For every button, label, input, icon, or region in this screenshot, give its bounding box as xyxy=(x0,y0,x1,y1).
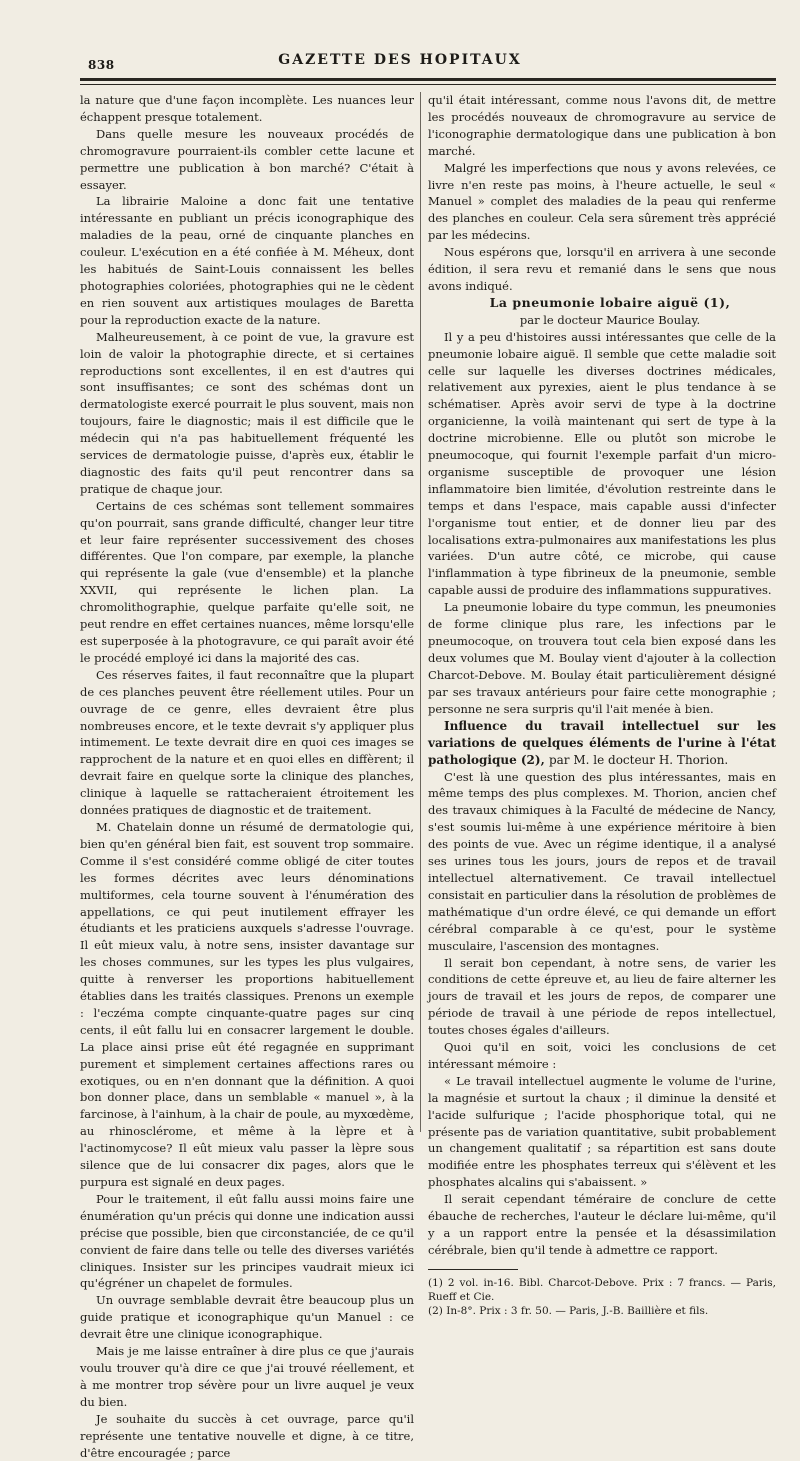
paragraph: Il serait cependant téméraire de conclure de cette ébauche de recherches, l'auteur le déclare lui-même, qu'il y a un rapport entre la pensée et la désassimilation cérébrale, bien qu'il tende à admettre ce rapport. xyxy=(428,1192,776,1257)
left-column xyxy=(80,92,414,1461)
section-byline: par le docteur Maurice Boulay. xyxy=(519,312,701,327)
section-title-text: Influence du travail intellectuel sur les variations de quelques éléments de l'urine à l'état pathologique (2), xyxy=(428,718,776,767)
paragraph: M. Chatelain donne un résumé de dermatologie qui, bien qu'en général bien fait, est souvent trop sommaire. Comme il s'est considéré comme obligé de citer toutes les formes décrites avec leurs dénominations multiformes, cela tourne souvent à l'énumération des appellations, ce qui peut inutilement effrayer les étudiants et les praticiens auxquels s'adresse l'ouvrage. Il eût mieux valu, à notre sens, insister davantage sur les choses communes, sur les types les plus vulgaires, quitte à renverser les proportions habituellement établies dans les traités classiques. Prenons un exemple : l'eczéma compte cinquante-quatre pages sur cinq cents, il eût fallu lui en consacrer largement le double. La place ainsi prise eût été regagnée en supprimant purement et simplement certaines affections rares ou exotiques, ou en n'en donnant que la définition. A quoi bon donner place, dans un semblable « manuel », à la farcinose, à l'ainhum, à la chair de poule, au myxœdème, au rhinosclérome, et même à la lèpre et à l'actinomycose? Il eût mieux valu passer la lèpre sous silence que de lui consacrer dix pages, alors que le purpura est signalé en deux pages. xyxy=(80,819,414,1189)
paragraph: Dans quelle mesure les nouveaux procédés de chromogravure pourraient-ils combler cette lacune et permettre une publication à bon marché? C'était à essayer. xyxy=(80,126,414,192)
paragraph: « Le travail intellectuel augmente le volume de l'urine, la magnésie et surtout la chaux ; il diminue la densité et l'acide sulfurique ; l'acide phosphorique total, qui ne présente pas de variation quantitative, subit probablement un changement qualitatif ; sa répartition est sans doute modifiée entre les phosphates terreux qui s'élèvent et les phosphates alcalins qui s'abaissent. » xyxy=(428,1073,776,1190)
paragraph: Malheureusement, à ce point de vue, la gravure est loin de valoir la photographie directe, et si certaines reproductions sont excellentes, il en est d'autres qui sont insuffisantes; ce sont des schémas dont un dermatologiste exercé pourrait le plus souvent, mais non toujours, faire le diagnostic; mais il est difficile que le médecin qui n'a pas habituellement fréquenté les services de dermatologie puisse, d'après eux, établir le diagnostic des faits qu'il peut rencontrer dans sa pratique de chaque jour. xyxy=(80,329,414,496)
right-column xyxy=(428,92,776,1318)
paragraph: Quoi qu'il en soit, voici les conclusions de cet intéressant mémoire : xyxy=(428,1040,776,1071)
page-number: 838 xyxy=(88,58,115,72)
paragraph: Malgré les imperfections que nous y avons relevées, ce livre n'en reste pas moins, à l'heure actuelle, le seul « Manuel » complet des maladies de la peau qui renferme des planches en couleur. Cela sera sûrement très apprécié par les médecins. xyxy=(428,160,776,243)
paragraph: Nous espérons que, lorsqu'il en arrivera à une seconde édition, il sera revu et remanié dans le sens que nous avons indiqué. xyxy=(428,245,776,293)
paragraph: la nature que d'une façon incomplète. Les nuances leur échappent presque totalement. xyxy=(80,93,414,124)
section-title: La pneumonie lobaire aiguë (1), xyxy=(489,294,731,310)
paragraph: Je souhaite du succès à cet ouvrage, parce qu'il représente une tentative nouvelle et digne, à ce titre, d'être encouragée ; parce xyxy=(80,1411,414,1460)
paragraph: qu'il était intéressant, comme nous l'avons dit, de mettre les procédés nouveaux de chromogravure au service de l'iconographie dermatologique dans une publication à bon marché. xyxy=(428,93,776,158)
footnote: (2) In-8°. Prix : 3 fr. 50. — Paris, J.-B. Baillière et fils. xyxy=(428,1304,709,1317)
paragraph: Il y a peu d'histoires aussi intéressantes que celle de la pneumonie lobaire aiguë. Il semble que cette maladie soit celle sur laquelle les diverses doctrines médicales, relativement aux pyrexies, aient le plus tendance à se schématiser. Après avoir servi de type à la doctrine organicienne, la voilà maintenant qui sert de type à la doctrine microbienne. Elle ou plutôt son microbe le pneumocoque, qui fournit l'exemple parfait d'un micro-organisme susceptible de provoquer une lésion inflammatoire bien limitée, d'évolution restreinte dans le temps et dans l'espace, mais capable aussi d'infecter l'organisme tout entier, et de donner lieu par des localisations extra-pulmonaires aux manifestations les plus variées. D'un autre côté, ce microbe, qui cause l'inflammation à type fibrineux de la pneumonie, semble capable aussi de produire des inflammations suppuratives. xyxy=(428,329,776,598)
header-rule-thin xyxy=(80,84,776,85)
section-title xyxy=(428,718,776,769)
running-head: GAZETTE DES HOPITAUX xyxy=(278,52,522,68)
paragraph: La librairie Maloine a donc fait une tentative intéressante en publiant un précis iconographique des maladies de la peau, orné de cinquante planches en couleur. L'exécution en a été confiée à M. Méheux, dont les habitués de Saint-Louis connaissent les belles photographies coloriées, photographies qui ne le cèdent en rien souvent aux artistiques moulages de Baretta pour la reproduction exacte de la nature. xyxy=(80,194,414,327)
paragraph: Un ouvrage semblable devrait être beaucoup plus un guide pratique et iconographique qu'un Manuel : ce devrait être une clinique iconographique. xyxy=(80,1293,414,1342)
paragraph: Ces réserves faites, il faut reconnaître que la plupart de ces planches peuvent être réellement utiles. Pour un ouvrage de ce genre, elles devraient être plus nombreuses encore, et le texte devrait s'y appliquer plus intimement. Le texte devrait dire en quoi ces images se rapprochent de la nature et en quoi elles en diffèrent; il devrait faire en quelque sorte la clinique des planches, clinique à laquelle se rattacheraient étroitement les données pratiques de diagnostic et de traitement. xyxy=(80,667,414,818)
paragraph: Mais je me laisse entraîner à dire plus ce que j'aurais voulu trouver qu'à dire ce que j'ai trouvé réellement, et à me montrer trop sévère pour un livre auquel je veux du bien. xyxy=(80,1344,414,1409)
paragraph: Pour le traitement, il eût fallu aussi moins faire une énumération qu'un précis qui donne une indication aussi précise que possible, bien que circonstanciée, de ce qu'il convient de faire dans telle ou telle des diverses variétés cliniques. Insister sur les principes vaudrait mieux ici qu'égréner un chapelet de formules. xyxy=(80,1191,414,1291)
footnote-rule xyxy=(428,1269,518,1270)
paragraph: La pneumonie lobaire du type commun, les pneumonies de forme clinique plus rare, les infections par le pneumocoque, on trouvera tout cela bien exposé dans les deux volumes que M. Boulay vient d'ajouter à la collection Charcot-Debove. M. Boulay était particulièrement désigné par ses travaux antérieurs pour faire cette monographie ; personne ne sera surpris qu'il l'ait menée à bien. xyxy=(428,600,776,716)
column-divider xyxy=(420,92,421,1132)
paragraph: Il serait bon cependant, à notre sens, de varier les conditions de cette épreuve et, au lieu de faire alterner les jours de travail et les jours de repos, de comparer une période de travail à une période de repos intellectuel, toutes choses égales d'ailleurs. xyxy=(428,955,776,1038)
header-rule-thick xyxy=(80,78,776,81)
section-byline: par M. le docteur H. Thorion. xyxy=(548,752,729,767)
footnote: (1) 2 vol. in-16. Bibl. Charcot-Debove. Prix : 7 francs. — Paris, Rueff et Cie. xyxy=(428,1276,776,1303)
paragraph: Certains de ces schémas sont tellement sommaires qu'on pourrait, sans grande difficulté, changer leur titre et leur faire représenter successivement des choses différentes. Que l'on compare, par exemple, la planche qui représente la gale (vue d'ensemble) et la planche XXVII, qui représente le lichen plan. La chromolithographie, quelque parfaite qu'elle soit, ne peut rendre en effet certaines nuances, même lorsqu'elle est superposée à la photogravure, ce qui paraît avoir été le procédé employé ici dans la majorité des cas. xyxy=(80,498,414,665)
paragraph: C'est là une question des plus intéressantes, mais en même temps des plus complexes. M. Thorion, ancien chef des travaux chimiques à la Faculté de médecine de Nancy, s'est soumis lui-même à une expérience méritoire à bien des points de vue. Avec un régime identique, il a analysé ses urines tous les jours, jours de repos et de travail intellectuel alternativement. Ce travail intellectuel consistait en particulier dans la résolution de problèmes de mathématique d'un ordre élevé, ce qui demande un effort cérébral comparable à ce qu'est, pour le système musculaire, l'ascension des montagnes. xyxy=(428,769,776,953)
